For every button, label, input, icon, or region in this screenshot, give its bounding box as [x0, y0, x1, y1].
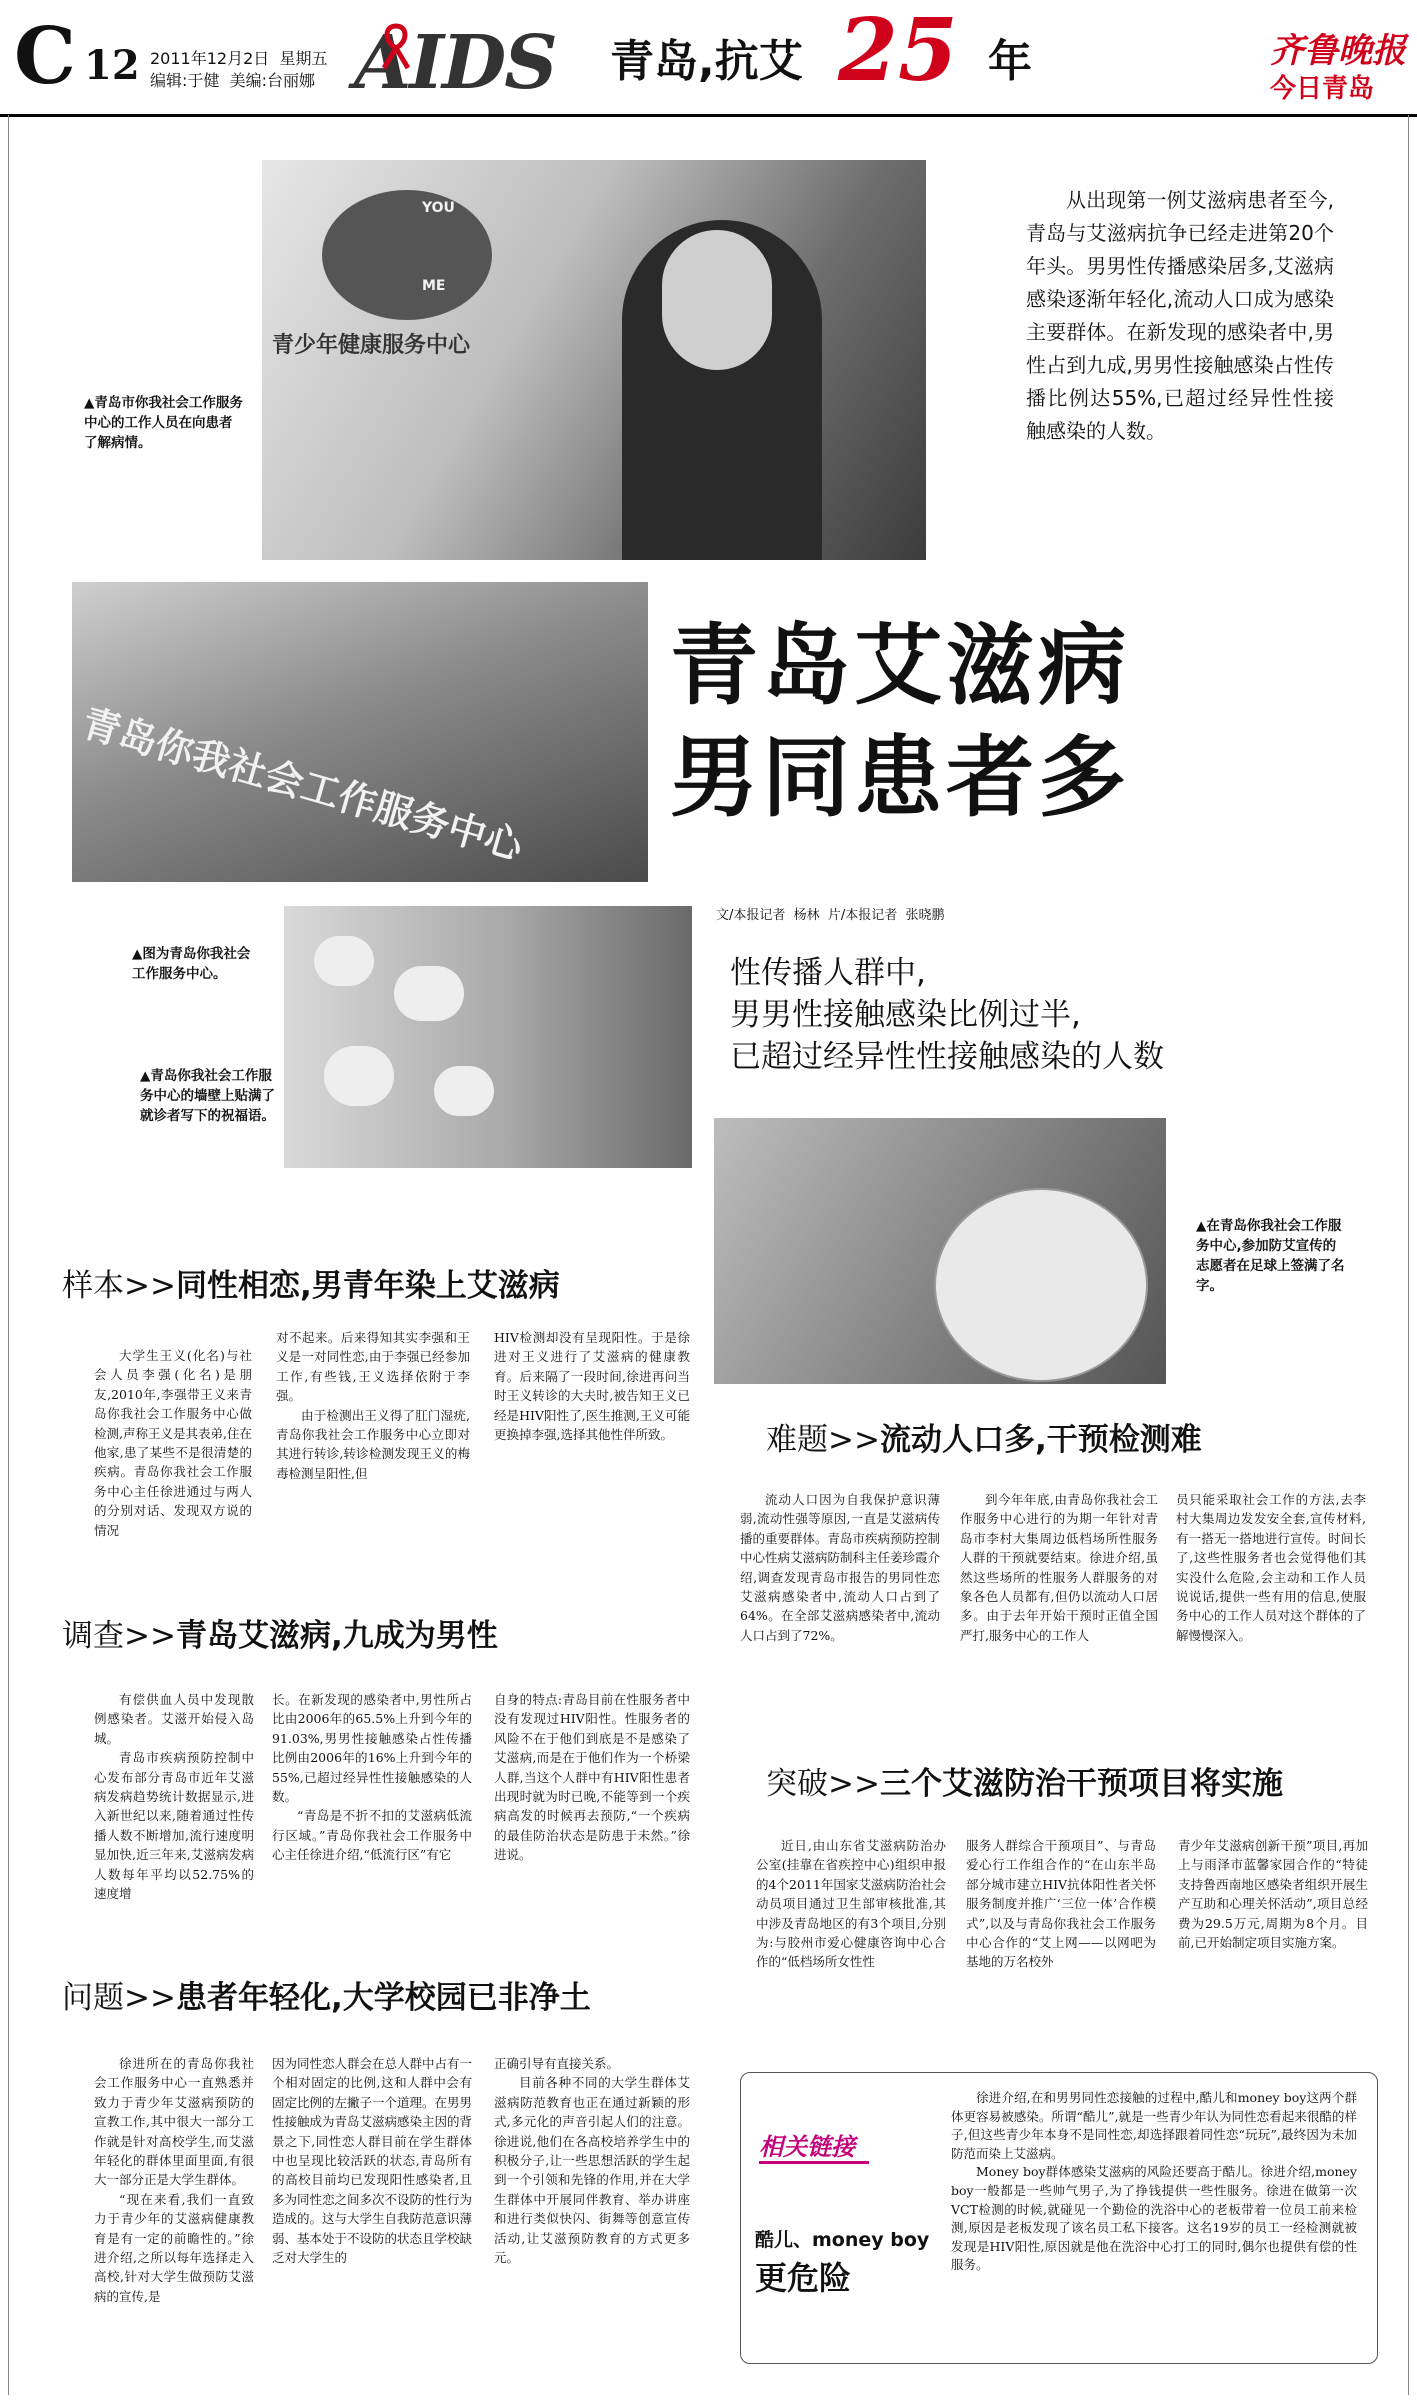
section-heading-difficulty: 难题>>流动人口多,干预检测难 [766, 1422, 1202, 1458]
football-ball [934, 1188, 1148, 1382]
left-frame [8, 115, 9, 2395]
related-tag-underline [759, 2161, 869, 2164]
headline-line-1: 青岛艾滋病 [670, 614, 1131, 717]
s1-col-3: HIV检测却没有呈现阳性。于是徐进对王义进行了艾滋病的健康教育。后来隔了一段时间,徐进再问当时王义转诊的大夫时,被告知王义已经是HIV阳性了,医生推测,王义可能更换掉李强,选择其他性伴所致。 [494, 1330, 690, 1443]
s3-col-1: 有偿供血人员中发现散例感染者。艾滋开始侵入岛城。 青岛市疾病预防控制中心发布部分青岛市近年艾滋病发病趋势统计数据显示,进入新世纪以来,随着通过性传播人数不断增加,流行速度明显加快,近三年来,艾滋病发病人数每年平均以52.75%的速度增 [94, 1692, 254, 1902]
subhead [730, 952, 1164, 1078]
s2-col-2: 到今年年底,由青岛你我社会工作服务中心进行的为期一年针对青岛市李村大集周边低档场所性服务人群的干预就要结束。徐进介绍,虽然这些场所的性服务人群服务的对象各色人员都有,但仍以流动人口居多。由于去年开始干预时正值全国严打,服务中心的工作人 [960, 1492, 1158, 1643]
s2-col-1: 流动人口因为自我保护意识薄弱,流动性强等原因,一直是艾滋病传播的重要群体。青岛市疾病预防控制中心性病艾滋病防制科主任姜珍霞介绍,调查发现青岛市报告的男同性恋艾滋病感染者中,流动人口占到了64%。在全部艾滋病感染者中,流动人口占到了72%。 [740, 1492, 941, 1643]
related-title-line-1: 酷儿、money boy [755, 2229, 930, 2251]
s4-col-2: 服务人群综合干预项目”、与青岛爱心行工作组合作的“在山东半岛部分城市建立HIV抗体阳性者关怀服务制度并推广‘三位一体’合作模式”,以及与青岛你我社会工作服务中心合作的“艾上网——以网吧为基地的万名校外 [966, 1838, 1156, 1970]
photo-sign-me: ME [422, 278, 446, 294]
related-tag: 相关链接 [759, 2133, 855, 2161]
wall-note [324, 1046, 394, 1106]
related-title-line-2: 更危险 [755, 2259, 852, 2297]
s4-col-1: 近日,由山东省艾滋病防治办公室(挂靠在省疾控中心)组织申报的4个2011年国家艾滋病防治社会动员项目通过卫生部审核批准,其中涉及青岛地区的有3个项目,分别为:与胶州市爱心健康咨询中心合作的“低档场所女性性 [756, 1838, 946, 1970]
section-heading-survey: 调查>>青岛艾滋病,九成为男性 [62, 1618, 498, 1654]
related-sidebar [740, 2072, 1378, 2364]
related-title [755, 2227, 935, 2303]
header-title-b: 年 [988, 36, 1032, 87]
s5-col-2: 因为同性恋人群会在总人群中占有一个相对固定的比例,这和人群中会有固定比例的左撇子一个道理。在男男性接触成为青岛艾滋病感染主因的背景之下,同性恋人群目前在学生群体中也呈现比较活跃的状态,青岛所有的高校目前均已发现阳性感染者,且多为同性恋之间多次不设防的性行为造成的。这与大学生自我防范意识薄弱、基本处于不设防的状态且学校缺乏对大学生的 [272, 2056, 473, 2266]
right-frame [1408, 115, 1409, 2395]
related-body: 徐进介绍,在和男男同性恋接触的过程中,酷儿和money boy这两个群体更容易被感染。所谓“酷儿”,就是一些青少年认为同性恋看起来很酷的样子,但这些青少年本身不是同性恋,却选择跟着同性恋“玩玩”,最终因为未加防范而染上艾滋病。 Money boy群体感染艾滋病的风险还要高于酷儿。徐进介绍,money boy一般都是一些帅气男子,为了挣钱提供一些性服务。徐进在做第一次VCT检测的时候,就碰见一个勤俭的洗浴中心的老板带着一位员工前来检测,原因是老板发现了该名员工私下接客。这名19岁的员工一经检测就被发现是HIV阳性,原因就是他在洗浴中心打工的同时,偶尔也提供有偿的性服务。 [951, 2090, 1357, 2273]
header-title-a: 青岛,抗艾 [610, 36, 803, 87]
caption-wall: ▲青岛你我社会工作服务中心的墙壁上贴满了就诊者写下的祝福语。 [140, 1068, 275, 1124]
header-title-number: 25 [838, 0, 958, 101]
section-heading-sample: 样本>>同性相恋,男青年染上艾滋病 [62, 1268, 560, 1304]
caption-staff-phone: ▲青岛市你我社会工作服务中心的工作人员在向患者了解病情。 [84, 395, 243, 451]
red-ribbon-icon [378, 22, 414, 74]
photo-sign-you: YOU [422, 200, 455, 216]
issue-date: 2011年12月2日 [150, 49, 270, 68]
wall-note [394, 966, 464, 1021]
design-credit: 美编:台丽娜 [229, 71, 315, 90]
byline: 文/本报记者 杨林 片/本报记者 张晓鹏 [716, 908, 945, 923]
headline-line-2: 男同患者多 [670, 726, 1131, 829]
paper-name: 齐鲁晚报 [1270, 31, 1406, 71]
s3-col-3: 自身的特点:青岛目前在性服务者中没有发现过HIV阳性。性服务者的风险不在于他们到底是不是感染了艾滋病,而是在于他们作为一个桥梁人群,当这个人群中有HIV阳性患者出现时就为时已晚,不能等到一个疾病高发的时候再去预防,“一个疾病的最佳防治状态是防患于未然。”徐进说。 [494, 1692, 690, 1863]
wall-note [434, 1066, 494, 1116]
photo-person-face [662, 230, 772, 370]
s2-col-3: 员只能采取社会工作的方法,去李村大集周边发发安全套,宣传材料,有一搭无一搭地进行宣传。时间长了,这些性服务者也会觉得他们其实没什么危险,会主动和工作人员说说话,提供一些有用的信息,使服务中心的工作人员对这个群体的了解慢慢深入。 [1176, 1492, 1366, 1643]
s1-col-2: 对不起来。后来得知其实李强和王义是一对同性恋,由于李强已经参加工作,有些钱,王义选择依附于李强。 由于检测出王义得了肛门湿疣,青岛你我社会工作服务中心立即对其进行转诊,转诊检测发现王义的梅毒检测呈阳性,但 [276, 1330, 470, 1481]
header-rule [0, 114, 1417, 117]
photo-football [714, 1118, 1166, 1384]
section-name: 今日青岛 [1270, 74, 1375, 104]
header-meta [150, 48, 327, 92]
photo-wall-wishes [284, 906, 692, 1168]
s3-col-2: 长。在新发现的感染者中,男性所占比由2006年的65.5%上升到今年的91.03%,男男性接触感染占性传播比例由2006年的16%上升到今年的55%,已超过经异性性接触感染的人数。 “青岛是不折不扣的艾滋病低流行区域。”青岛你我社会工作服务中心主任徐进介绍,“低流行区”有它 [272, 1692, 472, 1863]
s4-col-3: 青少年艾滋病创新干预”项目,再加上与雨泽市蓝馨家园合作的“特徒支持鲁西南地区感染者组织开展生产互助和心理关怀活动”,项目总经费为29.5万元,周期为8个月。目前,已开始制定项目实施方案。 [1178, 1838, 1368, 1951]
photo-sign-text: 青少年健康服务中心 [272, 333, 471, 358]
s5-col-1: 徐进所在的青岛你我社会工作服务中心一直熟悉并致力于青少年艾滋病预防的宣教工作,其中很大一部分工作就是针对高校学生,而艾滋年轻化的群体里面里面,有很大一部分正是大学生群体。 “现在来看,我们一直致力于青少年的艾滋病健康教育是有一定的前瞻性的。”徐进介绍,之所以每年选择走入高校,针对大学生做预防艾滋病的宣传,是 [94, 2056, 254, 2304]
s1-col-1: 大学生王义(化名)与社会人员李强(化名)是朋友,2010年,李强带王义来青岛你我社会工作服务中心做检测,声称王义是其表弟,住在他家,患了某些不是很清楚的疾病。青岛你我社会工作服务中心主任徐进通过与两人的分别对话、发现双方说的情况 [94, 1348, 252, 1538]
caption-center: ▲图为青岛你我社会工作服务中心。 [132, 946, 251, 982]
aids-logo: AIDS [354, 20, 556, 106]
wall-note [314, 936, 374, 986]
issue-weekday: 星期五 [279, 49, 328, 68]
photo-staff-phone [262, 160, 926, 560]
section-heading-problem: 问题>>患者年轻化,大学校园已非净土 [62, 1980, 591, 2016]
page-letter: C [14, 11, 77, 102]
subhead-line-1: 性传播人群中, [730, 955, 926, 991]
page-header [0, 0, 1417, 115]
section-heading-breakthrough: 突破>>三个艾滋防治干预项目将实施 [766, 1766, 1283, 1802]
editor-credit: 编辑:于健 [150, 71, 220, 90]
s5-col-3: 正确引导有直接关系。 目前各种不同的大学生群体艾滋病防范教育也正在通过新颖的形式,多元化的声音引起人们的注意。徐进说,他们在各高校培养学生中的积极分子,让一些思想活跃的学生起到一个引领和先锋的作用,并在大学生群体中开展同伴教育、举办讲座和进行类似快闪、街舞等创意宣传活动,让艾滋预防教育的方式更多元。 [494, 2056, 690, 2266]
subhead-line-2: 男男性接触感染比例过半, [730, 997, 1081, 1033]
subhead-line-3: 已超过经异性性接触感染的人数 [730, 1039, 1164, 1075]
caption-football: ▲在青岛你我社会工作服务中心,参加防艾宣传的志愿者在足球上签满了名字。 [1196, 1218, 1345, 1294]
headline [670, 610, 1130, 834]
photo-center-building [72, 582, 648, 882]
page-number: 12 [84, 42, 140, 89]
intro-paragraph: 从出现第一例艾滋病患者至今,青岛与艾滋病抗争已经走进第20个年头。男男性传播感染居多,艾滋病感染逐渐年轻化,流动人口成为感染主要群体。在新发现的感染者中,男性占到九成,男男性接触感染占性传播比例达55%,已超过经异性性接触感染的人数。 [1026, 188, 1334, 443]
photo-sign-logo [322, 190, 492, 320]
photo-building-sign: 青岛你我社会工作服务中心 [77, 700, 528, 869]
